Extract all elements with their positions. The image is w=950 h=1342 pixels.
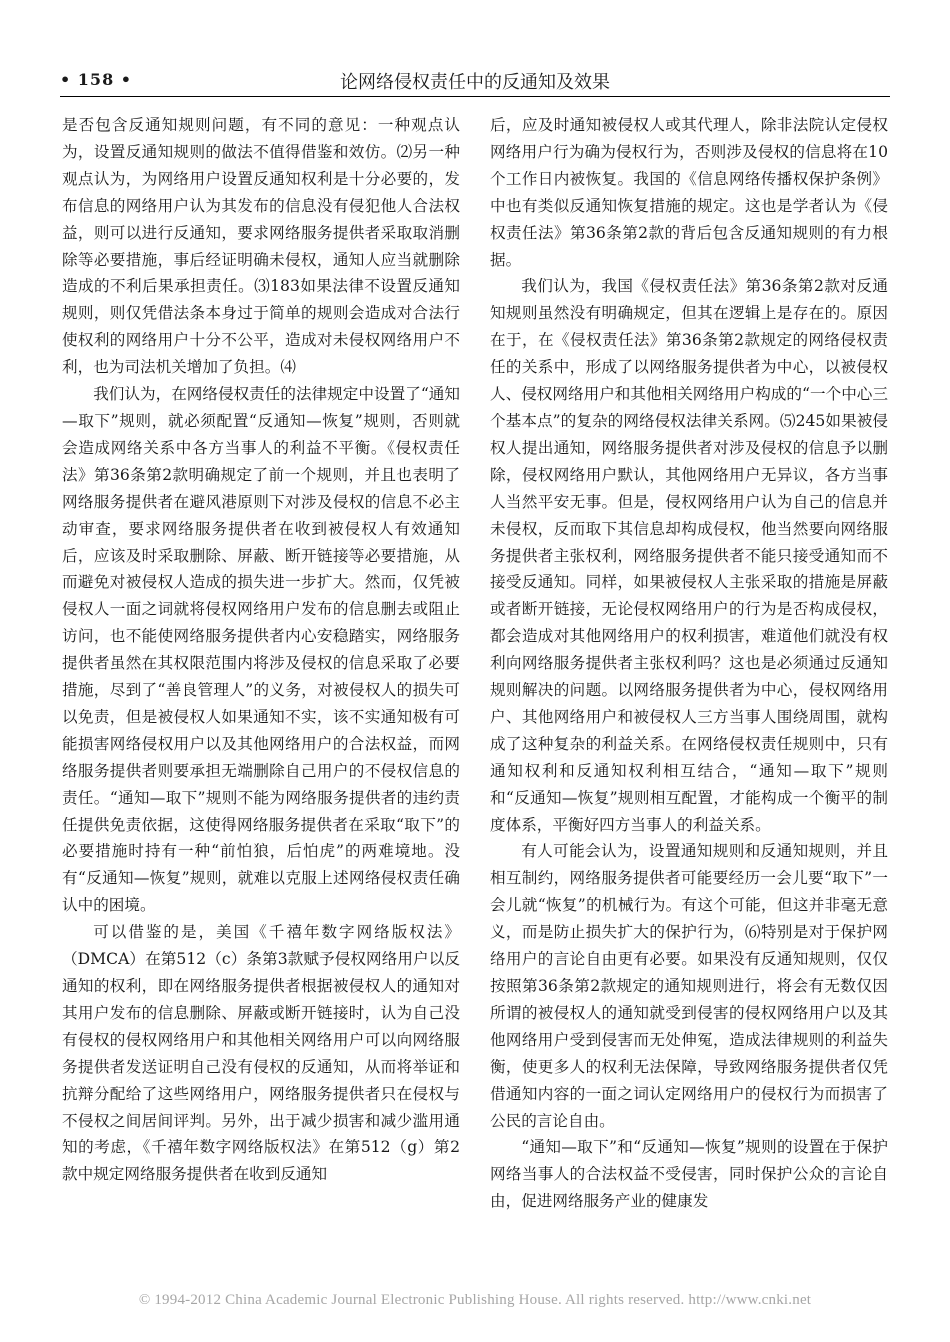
- right-paragraph-1: 后，应及时通知被侵权人或其代理人，除非法院认定侵权网络用户行为确为侵权行为，否则涉及侵权的信息将在10个工作日内被恢复。我国的《信息网络传播权保护条例》中也有类似反通知恢复措施的规定。这也是学者认为《侵权责任法》第36条第2款的背后包含反通知规则的有力根据。: [490, 116, 888, 269]
- page-number: • 158 •: [60, 70, 132, 89]
- left-paragraph-2: 我们认为，在网络侵权责任的法律规定中设置了“通知—取下”规则，就必须配置“反通知—恢复”规则，否则就会造成网络关系中各方当事人的利益不平衡。《侵权责任法》第36条第2款明确规定了前一个规则，并且也表明了网络服务提供者在避风港原则下对涉及侵权的信息不必主动审查，要求网络服务提供者在收到被侵权人有效通知后，应该及时采取删除、屏蔽、断开链接等必要措施，从而避免对被侵权人造成的损失进一步扩大。然而，仅凭被侵权人一面之词就将侵权网络用户发布的信息删去或阻止访问，也不能使网络服务提供者内心安稳踏实，网络服务提供者虽然在其权限范围内将涉及侵权的信息采取了必要措施，尽到了“善良管理人”的义务，对被侵权人的损失可以免责，但是被侵权人如果通知不实，该不实通知极有可能损害网络侵权用户以及其他网络用户的合法权益，而网络服务提供者则要承担无端删除自己用户的不侵权信息的责任。“通知—取下”规则不能为网络服务提供者的违约责任提供免责依据，这使得网络服务提供者在采取“取下”的必要措施时持有一种“前怕狼，后怕虎”的两难境地。没有“反通知—恢复”规则，就难以克服上述网络侵权责任确认中的困境。: [62, 385, 460, 915]
- right-paragraph-4: “通知—取下”和“反通知—恢复”规则的设置在于保护网络当事人的合法权益不受侵害，同时保护公众的言论自由，促进网络服务产业的健康发: [490, 1138, 888, 1211]
- running-title: 论网络侵权责任中的反通知及效果: [340, 72, 610, 93]
- left-paragraph-3: 可以借鉴的是，美国《千禧年数字网络版权法》（DMCA）在第512（c）条第3款赋予侵权网络用户以反通知的权利，即在网络服务提供者根据被侵权人的通知对其用户发布的信息删除、屏蔽或断开链接时，认为自己没有侵权的侵权网络用户和其他相关网络用户可以向网络服务提供者发送证明自己没有侵权的反通知，从而将举证和抗辩分配给了这些网络用户，网络服务提供者只在侵权与不侵权之间居间评判。另外，出于减少损害和减少滥用通知的考虑，《千禧年数字网络版权法》在第512（g）第2款中规定网络服务提供者在收到反通知: [62, 923, 460, 1184]
- running-header: [60, 60, 890, 100]
- left-paragraph-1: 是否包含反通知规则问题，有不同的意见：一种观点认为，设置反通知规则的做法不值得借鉴和效仿。⑵另一种观点认为，为网络用户设置反通知权利是十分必要的，发布信息的网络用户认为其发布的信息没有侵犯他人合法权益，则可以进行反通知，要求网络服务提供者采取取消删除等必要措施，事后经证明确未侵权，通知人应当就删除造成的不利后果承担责任。⑶183如果法律不设置反通知规则，则仅凭借法条本身过于简单的规则会造成对合法行使权利的网络用户十分不公平，造成对未侵权网络用户不利，也为司法机关增加了负担。⑷: [62, 116, 460, 377]
- right-column: [490, 112, 888, 1215]
- header-rule: [60, 96, 890, 97]
- copyright-footer: © 1994-2012 China Academic Journal Electronic Publishing House. All rights reserved. http://www.cnki.net: [138, 1292, 812, 1308]
- left-column: [62, 112, 460, 1188]
- right-paragraph-3: 有人可能会认为，设置通知规则和反通知规则，并且相互制约，网络服务提供者可能要经历一会儿要“取下”一会儿就“恢复”的机械行为。有这个可能，但这并非毫无意义，而是防止损失扩大的保护行为，⑹特别是对于保护网络用户的言论自由更有必要。如果没有反通知规则，仅仅按照第36条第2款规定的通知规则进行，将会有无数仅因所谓的被侵权人的通知就受到侵害的侵权网络用户以及其他网络用户受到侵害而无处伸冤，造成法律规则的利益失衡，使更多人的权利无法保障，导致网络服务提供者仅凭借通知内容的一面之词认定网络用户的侵权行为而损害了公民的言论自由。: [490, 842, 888, 1130]
- right-paragraph-2: 我们认为，我国《侵权责任法》第36条第2款对反通知规则虽然没有明确规定，但其在逻辑上是存在的。原因在于，在《侵权责任法》第36条第2款规定的网络侵权责任的关系中，形成了以网络服务提供者为中心，以被侵权人、侵权网络用户和其他相关网络用户构成的“一个中心三个基本点”的复杂的网络侵权法律关系网。⑸245如果被侵权人提出通知，网络服务提供者对涉及侵权的信息予以删除，侵权网络用户默认，其他网络用户无异议，各方当事人当然平安无事。但是，侵权网络用户认为自己的信息并未侵权，反而取下其信息却构成侵权，他当然要向网络服务提供者主张权利，网络服务提供者不能只接受通知而不接受反通知。同样，如果被侵权人主张采取的措施是屏蔽或者断开链接，无论侵权网络用户的行为是否构成侵权，都会造成对其他网络用户的权利损害，难道他们就没有权利向网络服务提供者主张权利吗？这也是必须通过反通知规则解决的问题。以网络服务提供者为中心，侵权网络用户、其他网络用户和被侵权人三方当事人围绕周围，就构成了这种复杂的利益关系。在网络侵权责任规则中，只有通知权利和反通知权利相互结合，“通知—取下”规则和“反通知—恢复”规则相互配置，才能构成一个衡平的制度体系，平衡好四方当事人的利益关系。: [490, 277, 888, 834]
